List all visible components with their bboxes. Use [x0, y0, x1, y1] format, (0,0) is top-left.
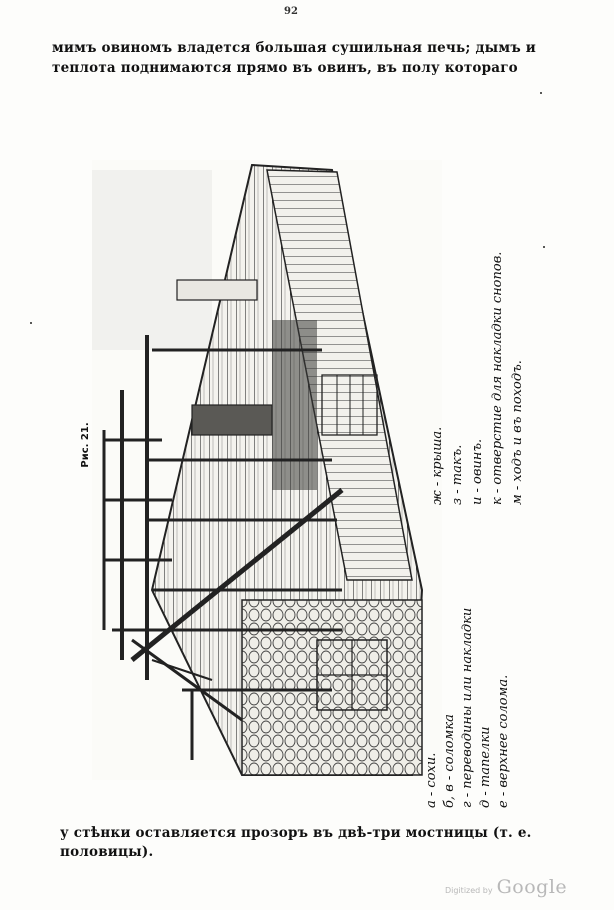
text-line: мимъ овиномъ владется большая сушильная печь; дымъ и	[52, 40, 536, 56]
digitized-watermark	[445, 876, 567, 898]
text-line: половицы).	[60, 844, 154, 860]
legend-item: к - отверстие для накладки снопов.	[490, 251, 505, 505]
legend-item: е - верхнее солома.	[496, 674, 511, 808]
legend-item: а - сохи.	[424, 752, 439, 808]
legend-left	[420, 538, 530, 818]
top-paragraph	[52, 38, 557, 78]
legend-item: ж - крыша.	[430, 426, 445, 505]
bottom-paragraph	[60, 824, 545, 862]
text-line: теплота поднимаются прямо въ овинъ, въ полу котораго	[52, 60, 518, 76]
legend-item: м - ходъ и въ походъ.	[510, 360, 525, 505]
legend-item: б, в - соломка	[442, 714, 457, 808]
legend-right	[420, 110, 540, 510]
scan-speck	[543, 246, 545, 248]
figure-label: Рис. 21.	[79, 422, 91, 468]
legend-item: д - тапелки	[478, 726, 493, 808]
watermark-prefix: Digitized by	[445, 886, 493, 895]
page-number: 92	[284, 6, 298, 17]
barn-drawing	[92, 160, 442, 780]
barn-illustration	[92, 160, 442, 780]
scan-speck	[540, 92, 542, 94]
legend-item: и - овинъ.	[470, 438, 485, 505]
text-line: у стѣнки оставляется прозоръ въ двѣ-три мостницы (т. е.	[60, 825, 532, 841]
legend-item: г - переводины или накладки	[460, 607, 475, 808]
google-logo: Google	[496, 876, 568, 898]
scan-speck	[30, 322, 32, 324]
legend-item: з - такъ.	[450, 444, 465, 505]
